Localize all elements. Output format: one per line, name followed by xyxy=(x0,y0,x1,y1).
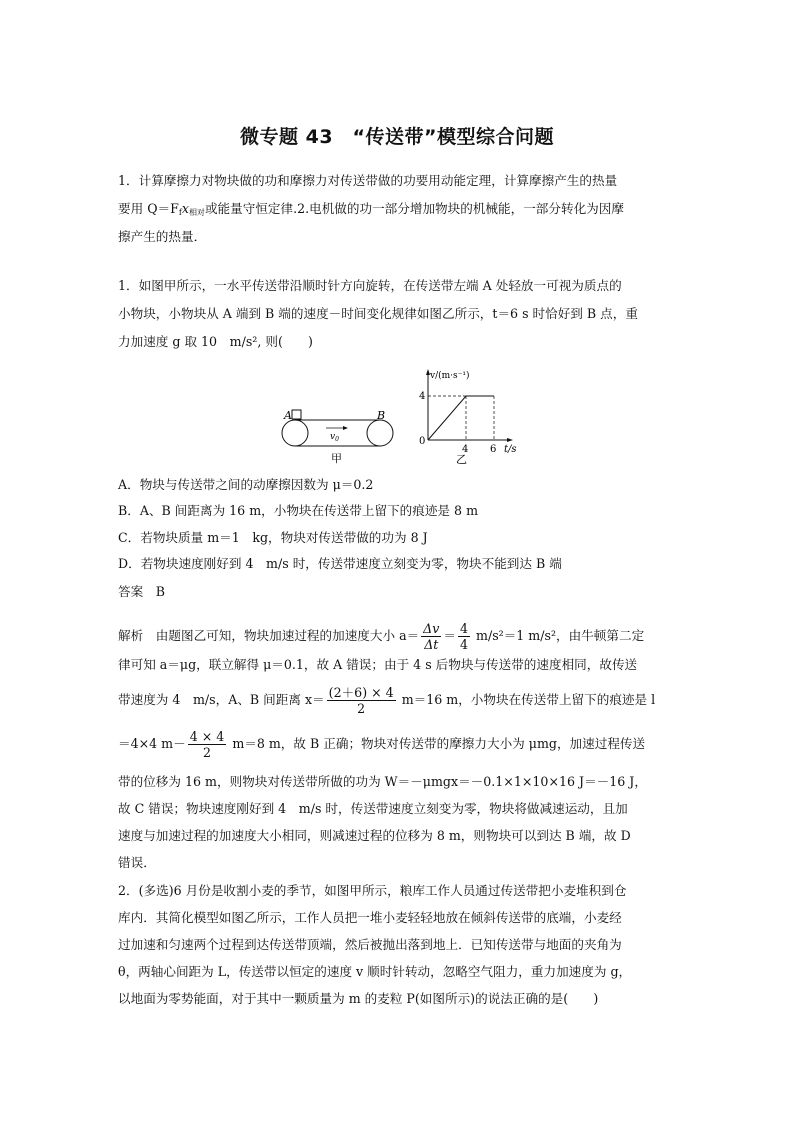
solution-1b: m/s²＝1 m/s²，由牛顿第二定 xyxy=(472,628,645,643)
solution-line-5: 带的位移为 16 m，则物块对传送带所做的功为 W＝－μmgx＝－0.1×1×10×16 J＝－16 J， xyxy=(118,774,647,789)
caption-jia: 甲 xyxy=(331,452,342,465)
x-arrow xyxy=(507,438,513,442)
conveyor-figure xyxy=(270,398,400,468)
right-roller xyxy=(367,420,393,446)
vt-graph xyxy=(410,364,525,464)
option-d: D．若物块速度刚好到 4 m/s 时，传送带速度立刻变为零，物块不能到达 B 端 xyxy=(118,556,562,571)
velocity-arrowhead xyxy=(343,426,348,430)
fraction-dv-dt: $\frac{\Delta v}{\Delta t}$ xyxy=(423,621,440,652)
q2-line-4: θ，两轴心间距为 L，传送带以恒定的速度 v 顺时针转动，忽略空气阻力，重力加速度为 g， xyxy=(118,964,632,979)
option-c: C．若物块质量 m＝1 kg，物块对传送带做的功为 8 J xyxy=(118,530,428,545)
x-axis-label: t/s xyxy=(504,444,517,455)
q1-line-2: 小物块，小物块从 A 端到 B 端的速度－时间变化规律如图乙所示，t＝6 s 时恰好到 B 点，重 xyxy=(118,306,638,321)
x-tick-6: 6 xyxy=(490,444,497,455)
solution-3b: m＝16 m，小物块在传送带上留下的痕迹是 l xyxy=(397,692,656,707)
y-tick-4: 4 xyxy=(419,391,426,402)
solution-line-4 xyxy=(118,724,645,764)
q2-line-3: 过加速和匀速两个过程到达传送带顶端，然后被抛出落到地上．已知传送带与地面的夹角为 xyxy=(118,937,622,952)
q2-line-2: 库内．其简化模型如图乙所示，工作人员把一堆小麦轻轻地放在倾斜传送带的底端，小麦经 xyxy=(118,910,622,925)
fraction-trace: $\frac{4 \times 4}{2}$ xyxy=(189,729,225,760)
page-title: 微专题 43 “传送带”模型综合问题 xyxy=(239,126,555,148)
solution-line-3 xyxy=(118,680,655,720)
solution-4a: ＝4×4 m－ xyxy=(118,736,186,751)
solution-3a: 带速度为 4 m/s，A、B 间距离 x＝ xyxy=(118,692,325,707)
solution-line-1 xyxy=(118,616,644,656)
caption-yi: 乙 xyxy=(456,453,467,464)
q2-line-1: 2．(多选)6 月份是收割小麦的季节，如图甲所示，粮库工作人员通过传送带把小麦堆积到仓 xyxy=(118,883,627,898)
intro-rel-sub: 相对 xyxy=(188,208,205,217)
left-roller xyxy=(282,420,308,446)
label-v0: $v_0$ xyxy=(330,432,339,443)
intro-line-2 xyxy=(118,201,624,221)
fraction-4-4: $\frac{4}{4}$ xyxy=(459,621,468,652)
option-b: B．A、B 间距离为 16 m，小物块在传送带上留下的痕迹是 8 m xyxy=(118,503,479,518)
fraction-distance: $\frac{(2+6) \times 4}{2}$ xyxy=(328,685,394,716)
answer: 答案 B xyxy=(118,584,166,599)
option-a: A．物块与传送带之间的动摩擦因数为 μ＝0.2 xyxy=(118,477,374,492)
solution-line-2: 律可知 a＝μg，联立解得 μ＝0.1，故 A 错误；由于 4 s 后物块与传送带的速度相同，故传送 xyxy=(118,657,638,672)
intro-line-1: 1．计算摩擦力对物块做的功和摩擦力对传送带做的功要用动能定理，计算摩擦产生的热量 xyxy=(118,173,618,188)
label-b: B xyxy=(377,409,386,422)
label-a: A xyxy=(284,409,292,422)
x-tick-4: 4 xyxy=(462,444,469,455)
q1-line-1: 1．如图甲所示，一水平传送带沿顺时针方向旋转，在传送带左端 A 处轻放一可视为质点的 xyxy=(118,278,622,293)
block xyxy=(292,410,301,419)
solution-line-6: 故 C 错误；物块速度刚好到 4 m/s 时，传送带速度立刻变为零，物块将做减速运动，且加 xyxy=(118,801,628,816)
solution-4b: m＝8 m，故 B 正确；物块对传送带的摩擦力大小为 μmg，加速过程传送 xyxy=(228,736,646,751)
intro-line-3: 擦产生的热量． xyxy=(118,229,207,244)
solution-1a: 解析 由题图乙可知，物块加速过程的加速度大小 a＝ xyxy=(118,628,420,643)
q2-line-5: 以地面为零势能面，对于其中一颗质量为 m 的麦粒 P(如图所示)的说法正确的是( ) xyxy=(118,991,599,1006)
y-axis-label: v/(m·s⁻¹) xyxy=(430,371,470,381)
solution-line-7: 速度与加速过程的加速度大小相同，则减速过程的位移为 8 m，则物块可以到达 B 端，故 D xyxy=(118,828,631,843)
solution-eq: ＝ xyxy=(443,628,456,643)
solution-line-8: 错误． xyxy=(118,855,156,870)
q1-line-3: 力加速度 g 取 10 m/s², 则( ) xyxy=(118,334,313,349)
intro-f-sub: f xyxy=(178,208,182,217)
intro-line-2a: 要用 Q＝F xyxy=(118,201,179,216)
intro-line-2b: 或能量守恒定律.2.电机做的功一部分增加物块的机械能，一部分转化为因摩 xyxy=(204,201,624,216)
origin-label: 0 xyxy=(419,436,426,447)
intro-x: x xyxy=(181,201,189,216)
velocity-curve xyxy=(428,396,494,440)
